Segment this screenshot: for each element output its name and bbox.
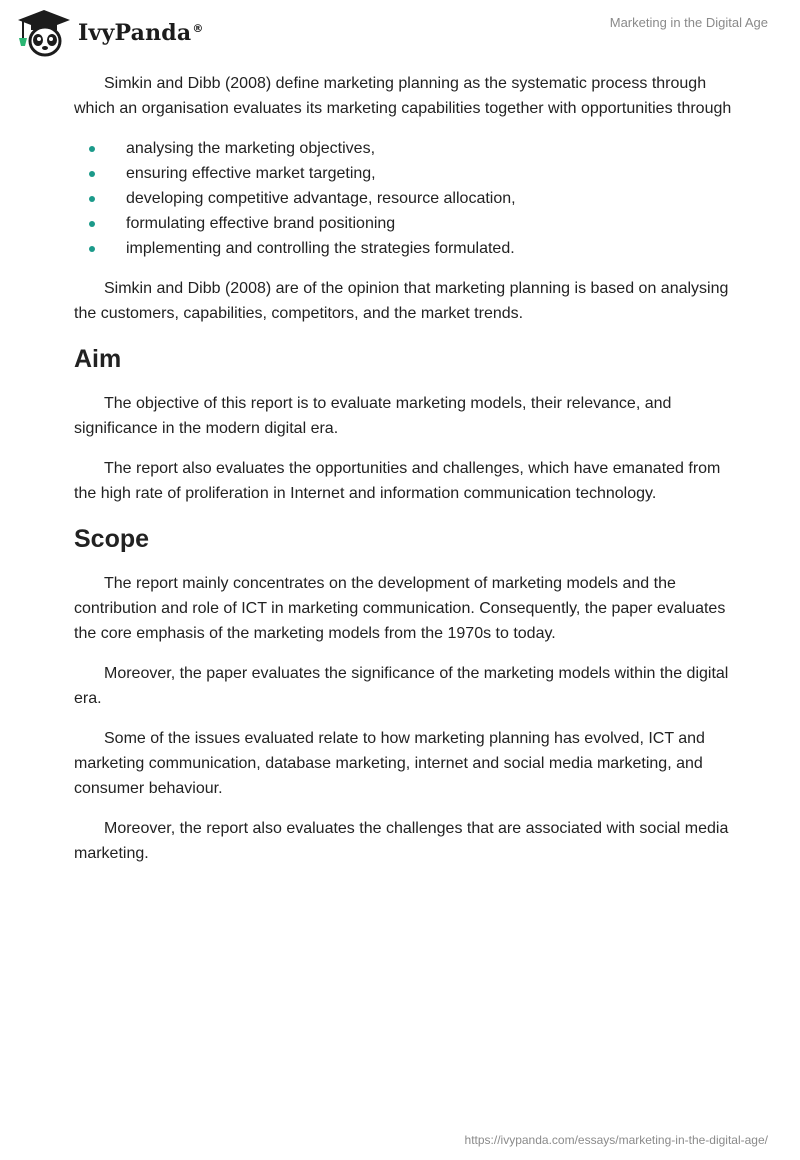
- bullet-dot-icon: [89, 196, 95, 202]
- logo-wordmark: IvyPanda®: [78, 20, 204, 46]
- bullet-list: [74, 136, 734, 261]
- scope-heading: Scope: [74, 525, 150, 553]
- list-item: ensuring effective market targeting,: [74, 161, 734, 186]
- aim-paragraph-2: The report also evaluates the opportunities and challenges, which have emanated from the high rate of proliferation in Internet and information communication technology.: [74, 460, 721, 502]
- bullet-dot-icon: [89, 146, 95, 152]
- aim-paragraph-1: The objective of this report is to evaluate marketing models, their relevance, and significance in the modern digital era.: [74, 395, 672, 437]
- bullet-dot-icon: [89, 171, 95, 177]
- list-item: formulating effective brand positioning: [74, 211, 734, 236]
- list-item: analysing the marketing objectives,: [74, 136, 734, 161]
- article-body: [74, 71, 734, 881]
- bullet-dot-icon: [89, 221, 95, 227]
- scope-paragraph-2: Moreover, the paper evaluates the significance of the marketing models within the digital era.: [74, 665, 729, 707]
- scope-paragraph-4: Moreover, the report also evaluates the challenges that are associated with social media marketing.: [74, 820, 729, 862]
- source-url-link[interactable]: https://ivypanda.com/essays/marketing-in-the-digital-age/: [464, 1133, 768, 1147]
- aim-heading: Aim: [74, 345, 122, 373]
- registered-mark: ®: [192, 21, 204, 35]
- running-title: Marketing in the Digital Age: [609, 15, 768, 30]
- intro-paragraph: Simkin and Dibb (2008) define marketing planning as the systematic process through which an organisation evaluates its marketing capabilities together with opportunities through: [74, 75, 732, 117]
- after-bullets-paragraph: Simkin and Dibb (2008) are of the opinion that marketing planning is based on analysing the customers, capabilities, competitors, and the market trends.: [74, 280, 729, 322]
- ivypanda-logo[interactable]: [14, 8, 204, 58]
- list-item: developing competitive advantage, resource allocation,: [74, 186, 734, 211]
- scope-paragraph-1: The report mainly concentrates on the development of marketing models and the contribution and role of ICT in marketing communication. Consequently, the paper evaluates the core emphasis of the marketing models from the 1970s to today.: [74, 575, 726, 642]
- panda-graduate-icon: [14, 8, 74, 58]
- list-item: implementing and controlling the strategies formulated.: [74, 236, 734, 261]
- scope-paragraph-3: Some of the issues evaluated relate to how marketing planning has evolved, ICT and marketing communication, database marketing, internet and social media marketing, and consumer behaviour.: [74, 730, 705, 797]
- bullet-dot-icon: [89, 246, 95, 252]
- page-header: [0, 0, 800, 64]
